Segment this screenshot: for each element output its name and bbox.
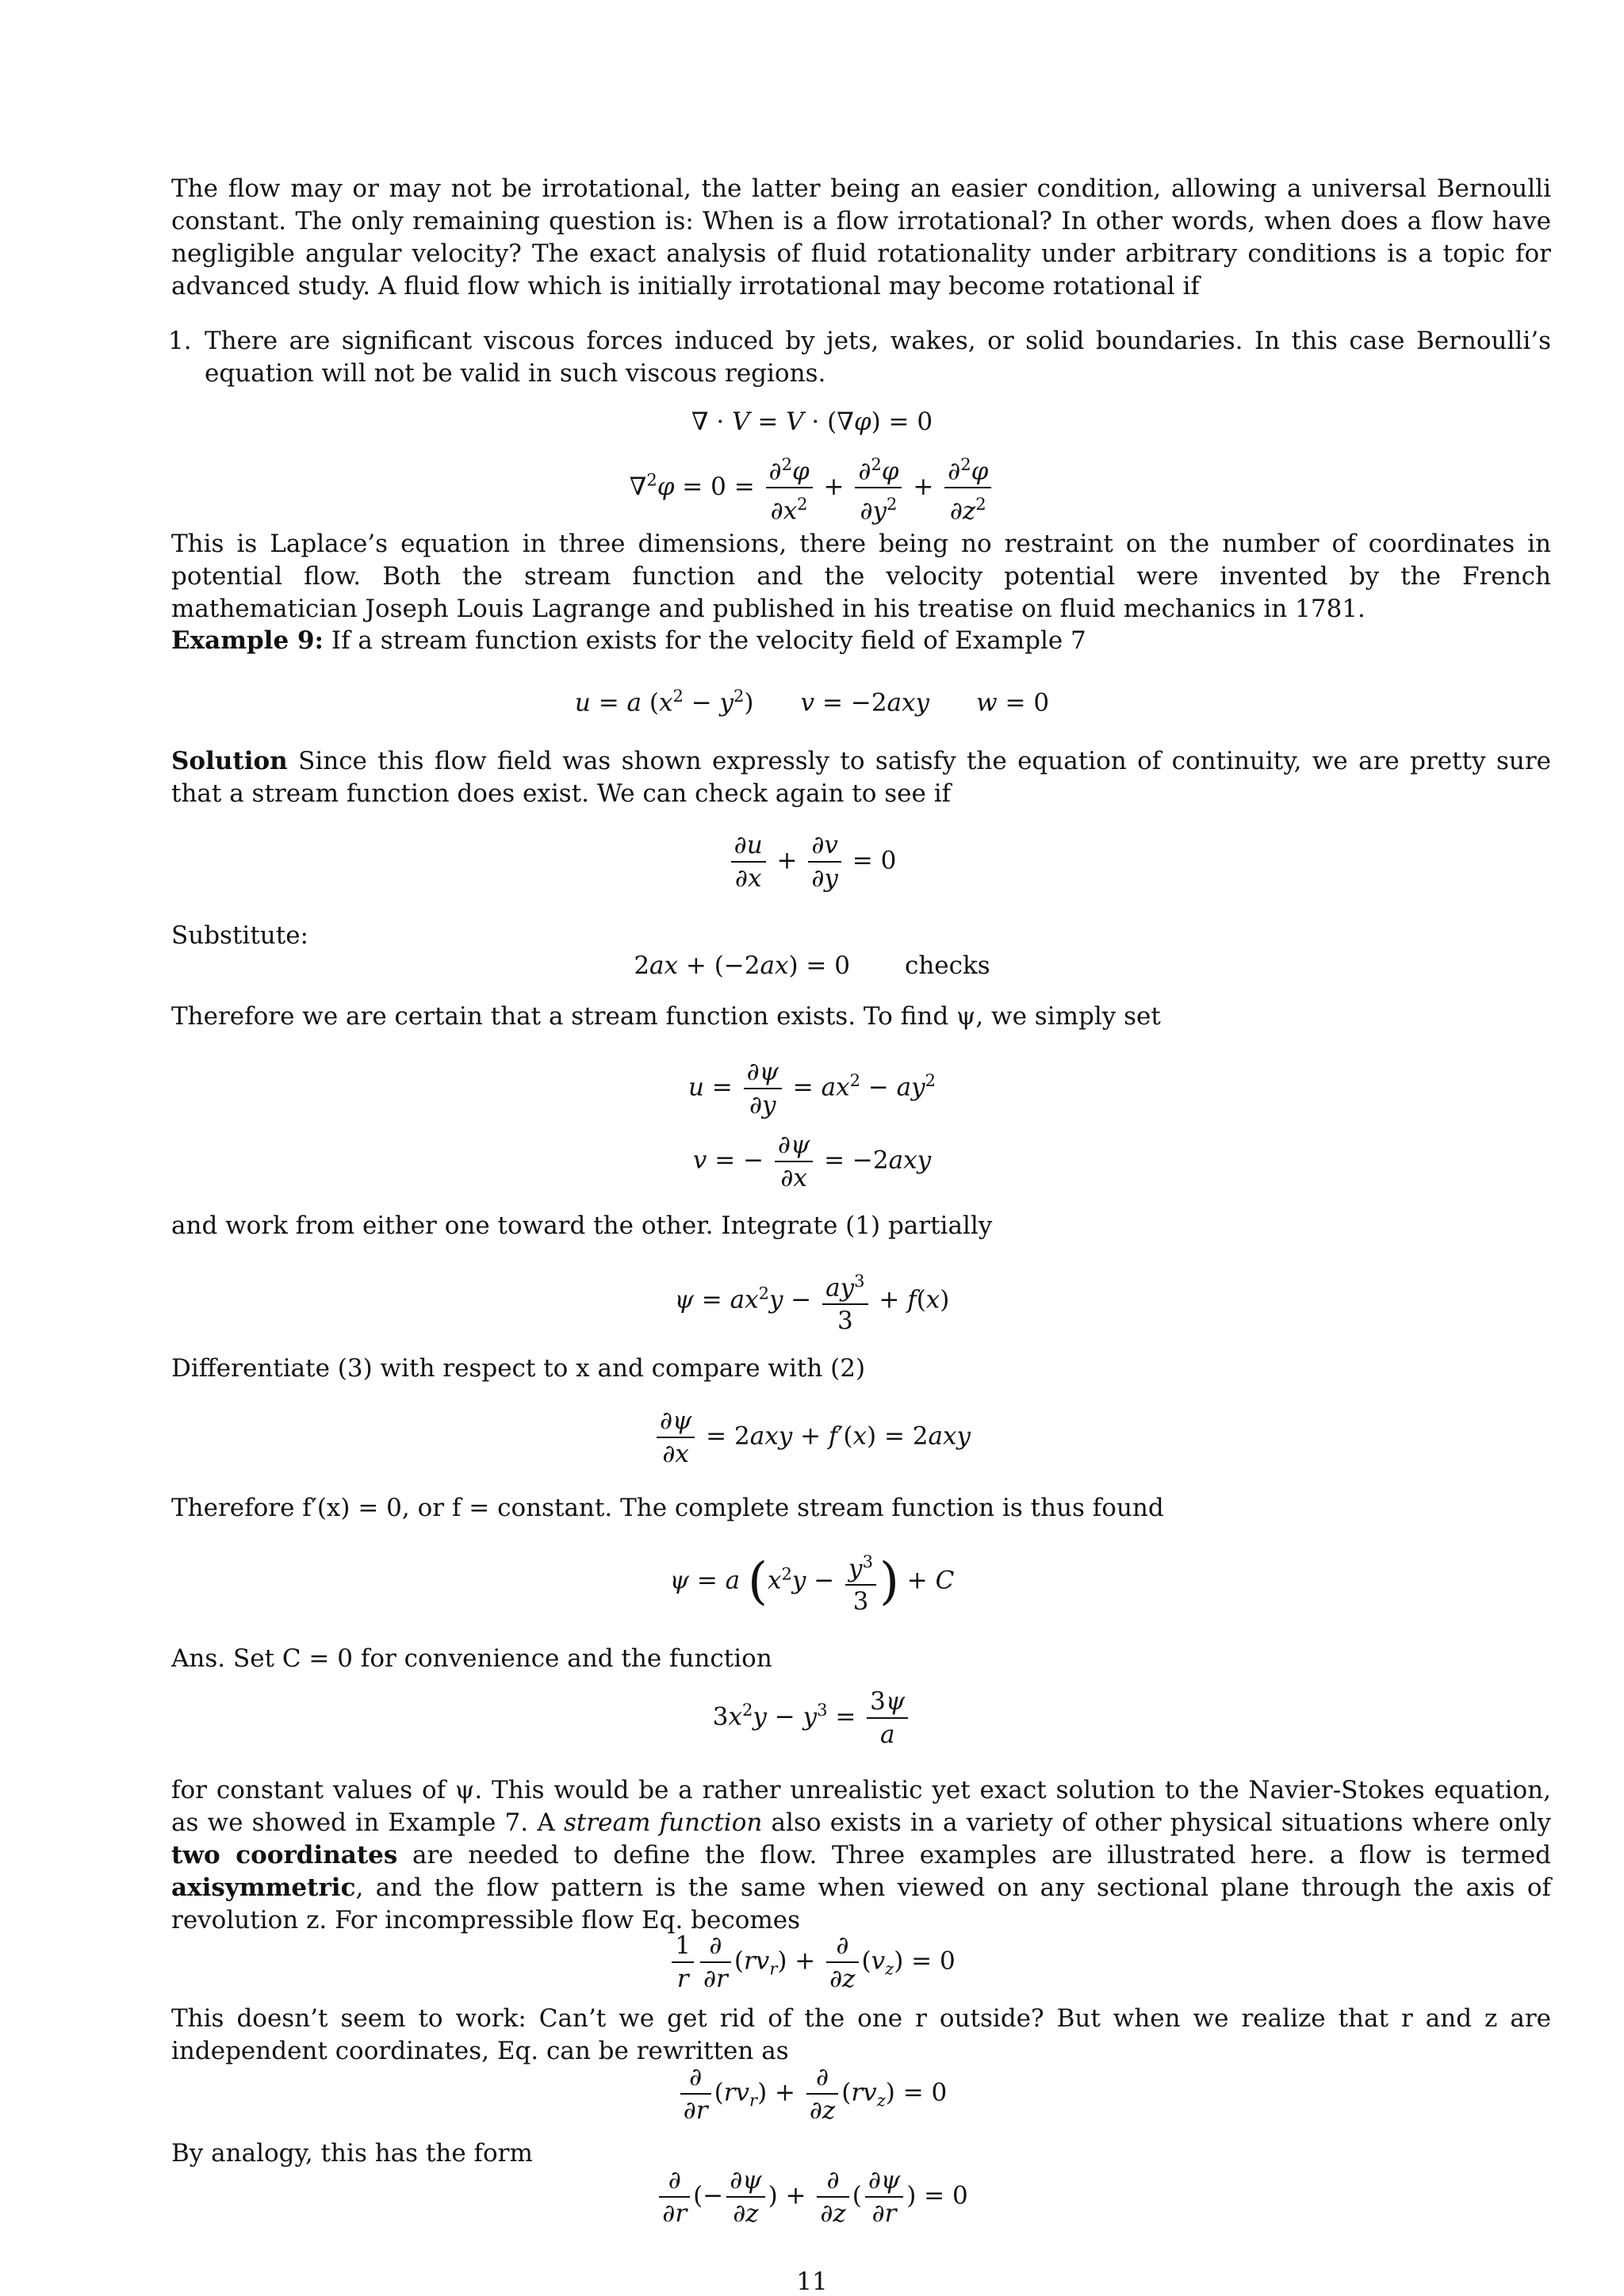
page-number: 11 <box>796 2267 828 2296</box>
list-item-text: There are significant viscous forces induced by jets, wakes, or solid boundaries. In this case Bernoulli’s equation will not be valid in such viscous regions. <box>205 327 1551 388</box>
final-text-bold-1: two coordinates <box>171 1841 398 1869</box>
paragraph-doesnt-work: This doesn’t seem to work: Can’t we get rid of the one r outside? But when we realize that r and z are independent coordinates, Eq. can be rewritten as <box>171 2004 1551 2065</box>
ans-line: Ans. Set C = 0 for convenience and the function <box>171 1644 772 1673</box>
therefore-line-2: Therefore f′(x) = 0, or f = constant. The complete stream function is thus found <box>171 1494 1164 1522</box>
list-number: 1. <box>168 327 192 355</box>
checks-text: checks <box>904 951 990 980</box>
equation-analogy: $\frac{\partial}{\partial r}$ (− $\frac{\partial\psi}{\partial z}$ ) + $\frac{\partial}{\partial z}$ ( $\frac{\partial\psi}{\partial r}$ ) = 0 <box>0 2164 1624 2229</box>
substitute-label: Substitute: <box>171 921 308 950</box>
paragraph-final <box>171 1774 1551 1937</box>
equation-final-function: $3x^2y - y^3$ = $\frac{3\psi}{a}$ <box>0 1686 1624 1751</box>
example-label: Example 9: <box>171 626 324 655</box>
paragraph-intro: The flow may or may not be irrotational, the latter being an easier condition, allowing a universal Bernoulli constant. The only remaining question is: When is a flow irrotational? In other words, when does a flow have negligible angular velocity? The exact analysis of fluid rotationality under arbitrary conditions is a topic for advanced study. A fluid flow which is initially irrotational may become rotational if <box>171 174 1551 300</box>
equation-axisymmetric: $\frac{1}{r}$ $\frac{\partial}{\partial r}$ $(rv_r)$ + $\frac{\partial}{\partial z}$ $(v_z) = 0$ <box>0 1930 1624 1995</box>
paragraph-laplace: This is Laplace’s equation in three dimensions, there being no restraint on the number of coordinates in potential flow. Both the stream function and the velocity potential were invented by the French mathematician Joseph Louis Lagrange and published in his treatise on fluid mechanics in 1781. <box>171 530 1551 623</box>
solution-label: Solution <box>171 747 288 775</box>
final-text-e: are needed to define the flow. Three examples are illustrated here. a flow is termed <box>412 1841 1552 1869</box>
equation-continuity: $\frac{\partial u}{\partial x}$ + $\frac{\partial v}{\partial y}$ = 0 <box>0 829 1624 894</box>
final-text-a: for constant values of ψ. This would be a rather unrealistic yet exact solution to the Navier-Stokes equation, as we showed in Example 7. A <box>171 1776 1551 1837</box>
equation-psi-complete: ψ = a ($x^2y$ − $\frac{y^3}{3}$ ) + C <box>0 1546 1624 1617</box>
final-text-c: also exists in a variety of other physical situations where only <box>771 1808 1552 1837</box>
equation-psi-integral: $\psi = ax^2y$ − $\frac{ay^3}{3}$ + f(x) <box>0 1265 1624 1337</box>
list-item-1 <box>168 325 1551 390</box>
therefore-line-1: Therefore we are certain that a stream function exists. To find ψ, we simply set <box>171 1002 1161 1031</box>
equation-v: v = − $\frac{\partial\psi}{\partial x}$ = −2axy <box>692 1131 932 1192</box>
equation-laplace: ∇$^2$φ = 0 = $\frac{\partial^2\varphi}{\partial x^2}$ + $\frac{\partial^2\varphi}{\partial y^2}$ + $\frac{\partial^2\varphi}{\partial z^2}$ <box>0 449 1624 527</box>
analogy-line: By analogy, this has the form <box>171 2139 533 2168</box>
example-text: If a stream function exists for the velocity field of Example 7 <box>331 626 1086 655</box>
paragraph-solution <box>171 745 1551 810</box>
equation-divergence: ∇ · V = V · (∇φ) = 0 <box>691 408 933 436</box>
work-from-line: and work from either one toward the other. Integrate (1) partially <box>171 1211 993 1240</box>
equation-u: u = $\frac{\partial\psi}{\partial y}$ = $ax^2 - ay^2$ <box>688 1058 936 1119</box>
solution-text: Since this flow field was shown expressly to satisfy the equation of continuity, we are pretty sure that a stream function does exist. We can check again to see if <box>171 747 1551 808</box>
final-text-bold-2: axisymmetric <box>171 1873 356 1902</box>
equation-dpsi-dx: $\frac{\partial\psi}{\partial x}$ = 2axy + f′(x) = 2axy <box>0 1405 1624 1470</box>
equation-check: 2ax + (−2ax) = 0 checks <box>634 951 990 980</box>
differentiate-line: Differentiate (3) with respect to x and compare with (2) <box>171 1354 866 1383</box>
final-text-emph: stream function <box>563 1808 763 1837</box>
example-9 <box>171 625 1086 657</box>
equation-rewritten: $\frac{\partial}{\partial r}$ $(rv_r)$ + $\frac{\partial}{\partial z}$ $(rv_z) = 0$ <box>0 2061 1624 2126</box>
equation-velocity-field: u = a $(x^2 - y^2)$ v = −2axy w = 0 <box>574 687 1050 718</box>
final-text-g: , and the flow pattern is the same when viewed on any sectional plane through the axis of revolution z. For incompressible flow Eq. becomes <box>171 1873 1551 1934</box>
